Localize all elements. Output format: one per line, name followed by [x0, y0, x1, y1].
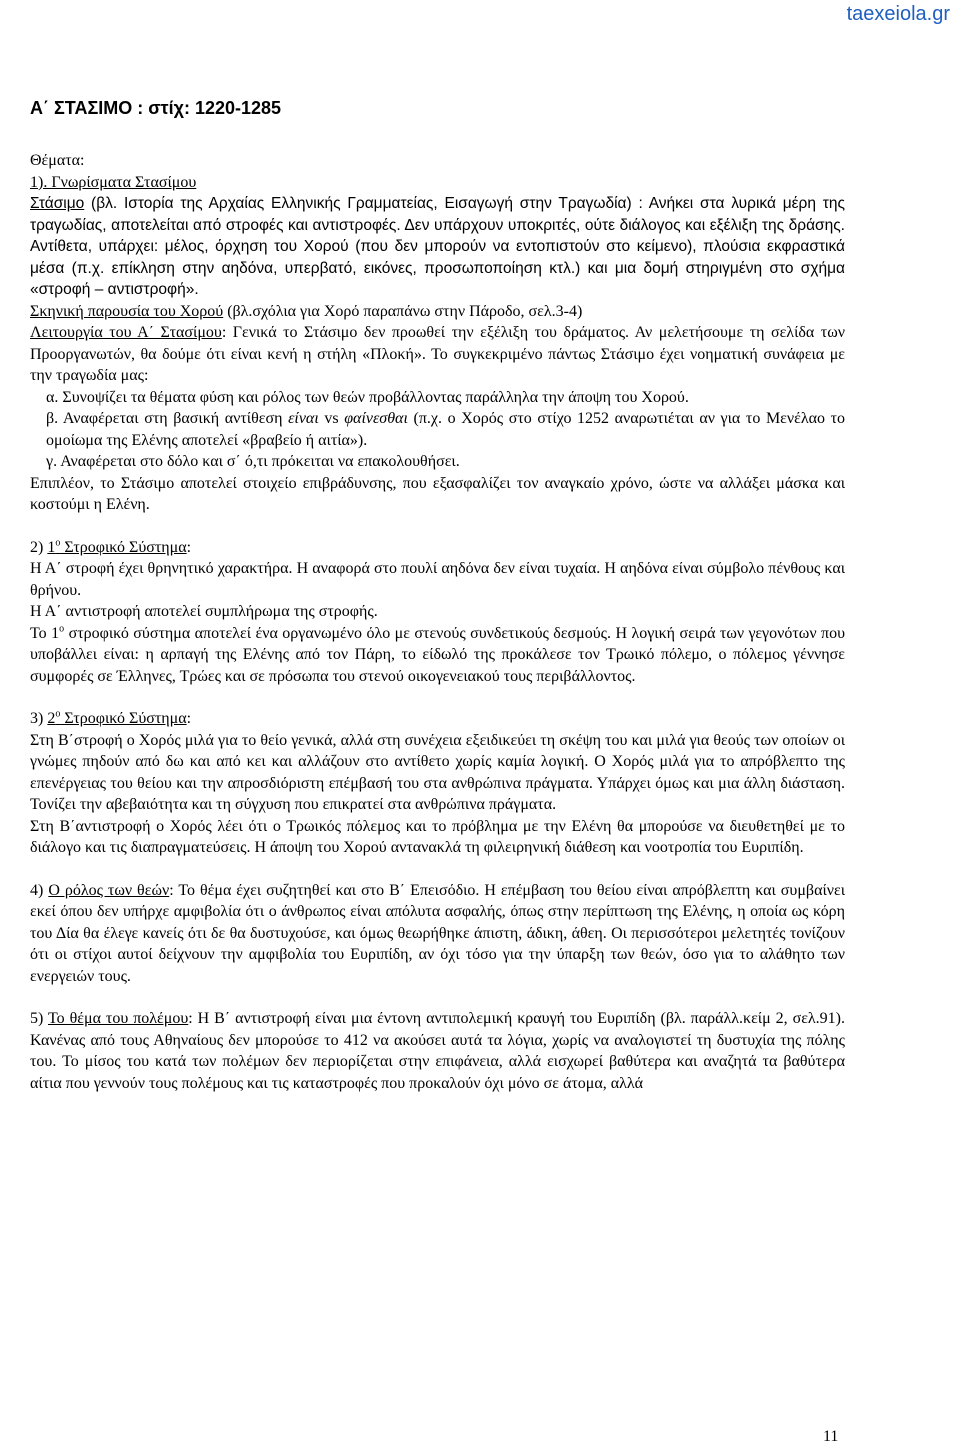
section-1-paragraph-2-text: (βλ.σχόλια για Χορό παραπάνω στην Πάροδο, σελ.3-4)	[223, 302, 583, 320]
section-5-number: 5)	[30, 1010, 48, 1027]
section-3-heading	[30, 708, 845, 730]
section-1-paragraph-3	[30, 322, 845, 387]
section-2-paragraph-3	[30, 623, 845, 688]
section-1-paragraph-4: Επιπλέον, το Στάσιμο αποτελεί στοιχείο επιβράδυνσης, που εξασφαλίζει τον αναγκαίο χρόνο, ώστε να αλλάξει μάσκα και κοστούμι η Ελένη.	[30, 474, 845, 513]
section-3-paragraph-1: Στη Β΄στροφή ο Χορός μιλά για το θείο γενικά, αλλά στη συνέχεια εξειδικεύει τη σκέψη του και μιλά για θεούς των οποίων οι γνώμες πηδούν από δω και από κει και αλλάζουν στο αντίθετο χωρίς καμία λογική. Ο Χορός μιλά για το απρόβλεπτο της επενέργειας του θείου και την απροσδιόριστη επέμβασή του στα ανθρώπινα πράγματα. Υπάρχει όμως και μια άλλη διάσταση. Τονίζει την αβεβαιότητα και τη σύγχυση που επικρατεί στα ανθρώπινα πράγματα.	[30, 731, 845, 813]
section-1-heading	[30, 172, 845, 194]
section-2-paragraph-3-start: Το 1	[30, 624, 60, 642]
section-3-heading-num: 2	[47, 710, 56, 727]
point-b-italic-1: είναι	[288, 410, 319, 427]
section-4-number: 4)	[30, 881, 49, 899]
section-4-text: : Το θέμα έχει συζητηθεί και στο Β΄ Επεισόδιο. Η επέμβαση του θείου είναι απρόβλεπτη και συμβαίνει εκεί όπου δεν υπήρχε αμφιβολία ότι ο άνθρωπος είναι απόλυτα ασφαλής, όπως στην περίπτωση της Ελένης, η οποία ως κόρη του Δία θα έλεγε κανείς ότι δε θα δυστυχούσε, και όμως θεωρήθηκε άπιστη, άδικη, άθεη. Οι περισσότεροι μελετητές τονίζουν ότι οι στίχοι αυτοί δείχνουν την αμφιβολία του Ευριπίδη, αν όχι τόσο για την ύπαρξη των θεών, όσο για το αλάθητο των ενεργειών τους.	[30, 881, 846, 985]
section-3-heading-sup: ο	[55, 708, 61, 720]
section-2-heading	[30, 537, 845, 559]
point-b-italic-2: φαίνεσθαι	[344, 410, 408, 427]
section-1-paragraph-1	[30, 193, 845, 301]
page-number: 11	[823, 1428, 839, 1445]
section-2-heading-num: 1	[47, 538, 56, 556]
section-4-paragraph	[30, 880, 845, 988]
section-1-heading-text: 1). Γνωρίσματα Στασίμου	[30, 173, 197, 191]
war-theme-link: Το θέμα του πολέμου	[48, 1010, 189, 1027]
point-b-mid: vs	[318, 410, 345, 427]
section-5-text: : Η Β΄ αντιστροφή είναι μια έντονη αντιπολεμική κραυγή του Ευριπίδη (βλ. παράλλ.κείμ 2, σελ.91). Κανένας από τους Αθηναίους δεν μπορούσε το 412 να ακούσει αυτά τα λόγια, χωρίς να αναλογιστεί τη δυστυχία της πόλης του. Το μίσος του κατά των πολέμων δεν περιορίζεται στην επιφάνεια, αλλά εισχωρεί βαθύτερα και αναζητά τα βαθύτερα αίτια που γεννούν τους πολέμους και τις καταστροφές που προκαλούν όχι μόνο σε άτομα, αλλά	[30, 1010, 846, 1092]
point-a: α. Συνοψίζει τα θέματα φύση και ρόλος των θεών προβάλλοντας παράλληλα την άποψη του Χορού.	[46, 388, 689, 406]
section-3-heading-rest: Στροφικό Σύστημα	[60, 710, 187, 727]
section-2-heading-sup: ο	[55, 537, 61, 549]
document-body	[30, 150, 845, 1094]
section-1-paragraph-2	[30, 301, 845, 323]
point-b-start: β. Αναφέρεται στη βασική αντίθεση	[46, 410, 289, 427]
section-2-paragraph-3-text: στροφικό σύστημα αποτελεί ένα οργανωμένο όλο με στενούς συνδετικούς δεσμούς. Η λογική σειρά των γεγονότων που υποβάλλει είναι: η αρπαγή της Ελένης από τον Πάρη, το είδωλό της προκάλεσε τον Τρωικό πόλεμο, ο πόλεμος γέννησε συμφορές σε Έλληνες, Τρώες και σε πρόσωπα του στενού οικογενειακού τους περιβάλλοντος.	[30, 624, 846, 685]
point-b-end: (π.χ. ο Χορός στο στίχο 1252 αναρωτιέται αν για το Μενέλαο το ομοίωμα της Ελένης αποτελεί «βραβείο ή αιτία»).	[46, 410, 846, 449]
point-b	[30, 408, 845, 451]
section-2-number: 2)	[30, 538, 48, 556]
chorus-presence-link: Σκηνική παρουσία του Χορού	[30, 302, 224, 320]
section-2-paragraph-3-sup: ο	[59, 623, 65, 635]
section-2-paragraph-2: Η Α΄ αντιστροφή αποτελεί συμπλήρωμα της στροφής.	[30, 603, 378, 620]
section-1-paragraph-1-text: (βλ. Ιστορία της Αρχαίας Ελληνικής Γραμματείας, Εισαγωγή στην Τραγωδία) : Ανήκει στα λυρικά μέρη της τραγωδίας, αποτελείται από στροφές και αντιστροφές. Δεν υπάρχουν υποκριτές, ούτε διάλογος και εξέλιξη της δράσης. Αντίθετα, υπάρχει: μέλος, όρχηση του Χορού (που δεν μπορούν να εντοπιστούν στο κείμενο), πλούσια εκφραστικά μέσα (π.χ. επίκληση στην αηδόνα, υπερβατό, εικόνες, προσωποποίηση κτλ.) και μια δομή στηριγμένη στο σχήμα «στροφή – αντιστροφή».	[30, 195, 845, 298]
section-1-paragraph-3-text: : Γενικά το Στάσιμο δεν προωθεί την εξέλιξη του δράματος. Αν μελετήσουμε τη σελίδα των Προοργανωτών, θα δούμε ότι είναι κενή η στήλη «Πλοκή». Το συγκεκριμένο πάντως Στάσιμο έχει νοηματική συνάφεια με την τραγωδία μας:	[30, 324, 845, 384]
section-2-paragraph-1: Η Α΄ στροφή έχει θρηνητικό χαρακτήρα. Η αναφορά στο πουλί αηδόνα δεν είναι τυχαία. Η αηδόνα είναι σύμβολο πένθους και θρήνου.	[30, 560, 845, 599]
stasimo-function-link: Λειτουργία του Α΄ Στασίμου	[30, 324, 222, 341]
watermark: taexeiola.gr	[846, 3, 950, 25]
gods-role-link: Ο ρόλος των θεών	[48, 881, 170, 899]
themes-label: Θέματα:	[30, 152, 85, 169]
section-3-heading-text	[47, 710, 186, 727]
section-3-number: 3)	[30, 710, 48, 727]
section-2-heading-text	[47, 539, 186, 556]
section-3-paragraph-2: Στη Β΄αντιστροφή ο Χορός λέει ότι ο Τρωικός πόλεμος και το πρόβλημα με την Ελένη θα μπορούσε να διευθετηθεί με το διάλογο και τις διαπραγματεύσεις. Η άποψη του Χορού αντανακλά τη φιλειρηνική διάθεση και νοοτροπία του Ευριπίδη.	[30, 817, 845, 856]
point-c: γ. Αναφέρεται στο δόλο και σ΄ ό,τι πρόκειται να επακολουθήσει.	[46, 453, 460, 470]
page-title: Α΄ ΣΤΑΣΙΜΟ : στίχ: 1220-1285	[30, 98, 282, 118]
section-2-colon: :	[186, 538, 192, 556]
section-5-paragraph	[30, 1008, 845, 1094]
section-3-colon: :	[186, 710, 192, 727]
section-2-heading-rest: Στροφικό Σύστημα	[60, 538, 187, 556]
section-1-link: Στάσιμο	[30, 195, 85, 212]
